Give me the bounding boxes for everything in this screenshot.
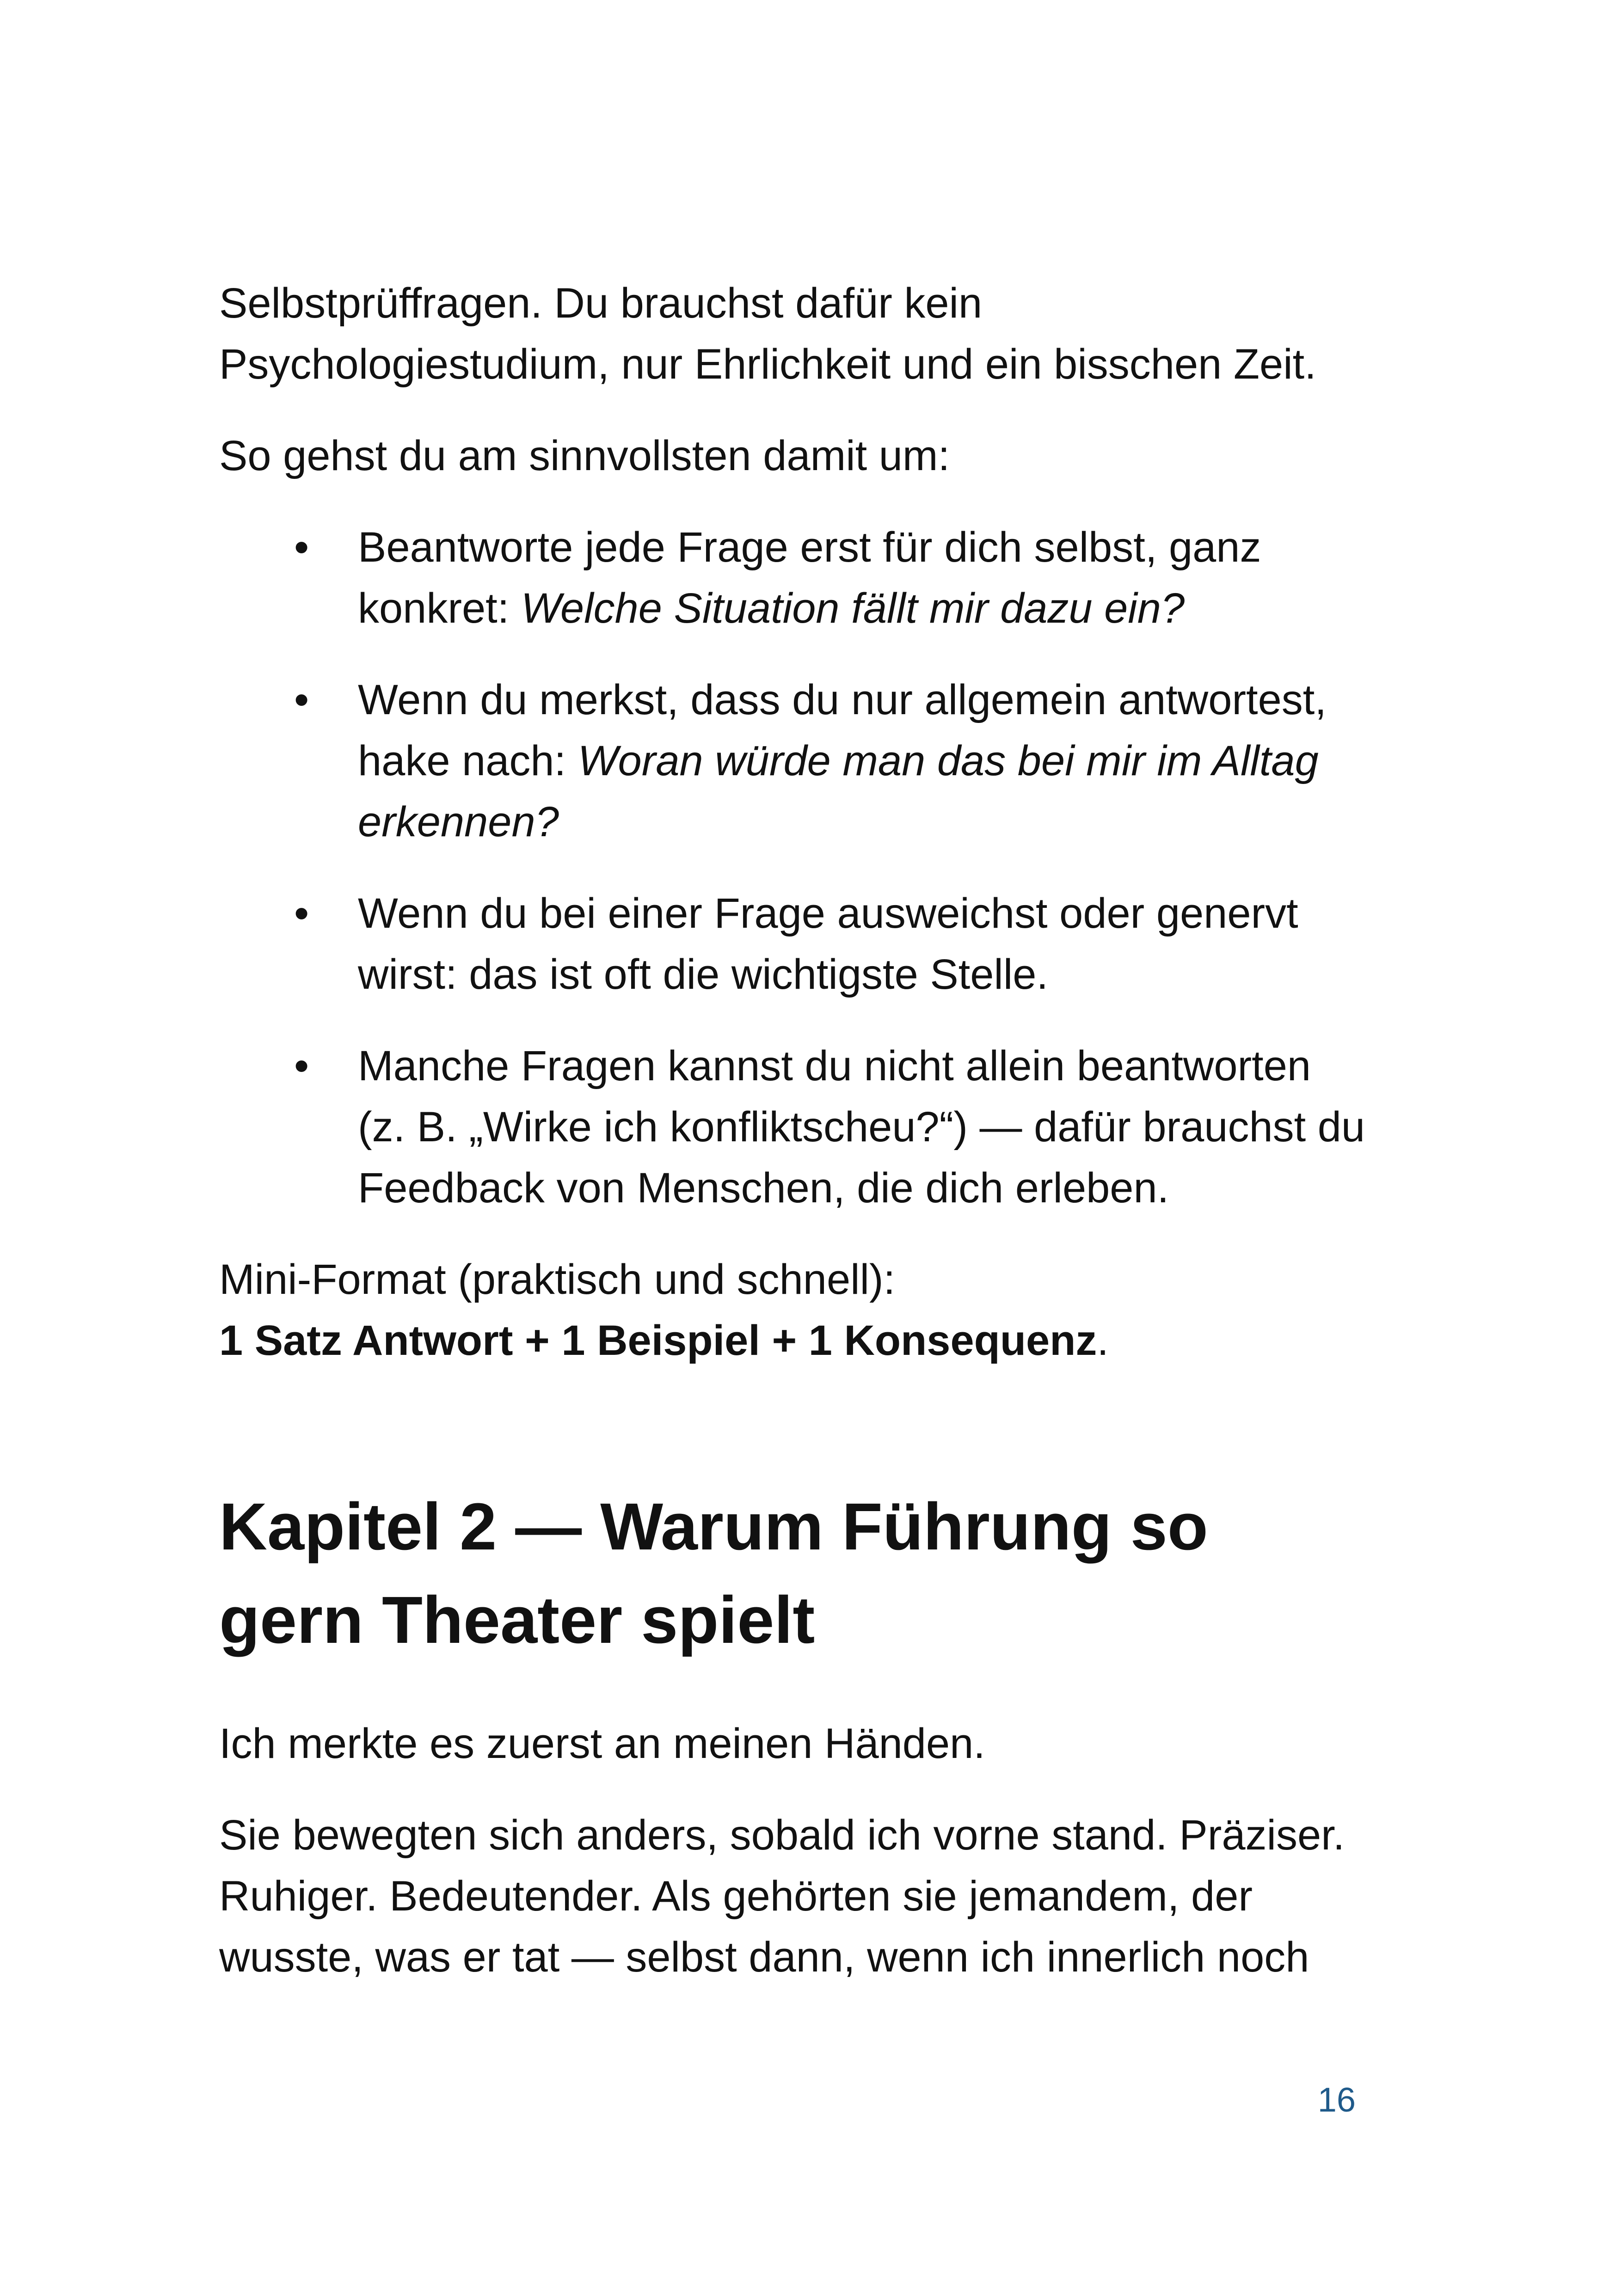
list-item-text: Beantworte jede Frage erst für dich selbst, ganz konkret: [358,524,1261,632]
list-item-italic: Woran würde man das bei mir im Alltag erkennen? [358,737,1319,845]
chapter-paragraph: Ich merkte es zuerst an meinen Händen. [219,1720,985,1767]
lead-in-paragraph: So gehst du am sinnvollsten damit um: [219,432,950,479]
bullet-icon: • [294,676,309,723]
list-item [219,883,1366,1005]
chapter-title: Kapitel 2 — Warum Führung so gern Theater spielt [219,1489,1208,1657]
list-item [219,517,1366,639]
bullet-icon: • [294,524,309,571]
mini-format-end: . [1097,1317,1109,1364]
page-content [219,273,1366,2018]
list-item-text: Wenn du merkst, dass du nur allgemein antwortest, hake nach: [358,676,1327,784]
mini-format-formula: 1 Satz Antwort + 1 Beispiel + 1 Konsequenz [219,1317,1097,1364]
list-item-text: Manche Fragen kannst du nicht allein beantworten (z. B. „Wirke ich konfliktscheu?“) — dafür brauchst du Feedback von Menschen, die dich erleben. [358,1042,1365,1212]
bullet-icon: • [294,1042,309,1090]
list-item [219,669,1366,852]
list-item-text: Wenn du bei einer Frage ausweichst oder genervt wirst: das ist oft die wichtigste Stelle. [358,890,1298,998]
list-item-italic: Welche Situation fällt mir dazu ein? [521,585,1185,632]
chapter-paragraph: Sie bewegten sich anders, sobald ich vorne stand. Präziser. Ruhiger. Bedeutender. Als gehörten sie jemandem, der wusste, was er tat — selbst dann, wenn ich innerlich noch [219,1812,1345,1981]
mini-format [219,1249,1366,1371]
list-item [219,1035,1366,1218]
bullet-icon: • [294,890,309,937]
intro-paragraph: Selbstprüffragen. Du brauchst dafür kein Psychologiestudium, nur Ehrlichkeit und ein bisschen Zeit. [219,280,1316,388]
tips-list [219,517,1366,1218]
page-number: 16 [1317,2081,1356,2119]
mini-format-label: Mini-Format (praktisch und schnell): [219,1256,896,1303]
mini-format-formula-line [219,1310,1366,1371]
